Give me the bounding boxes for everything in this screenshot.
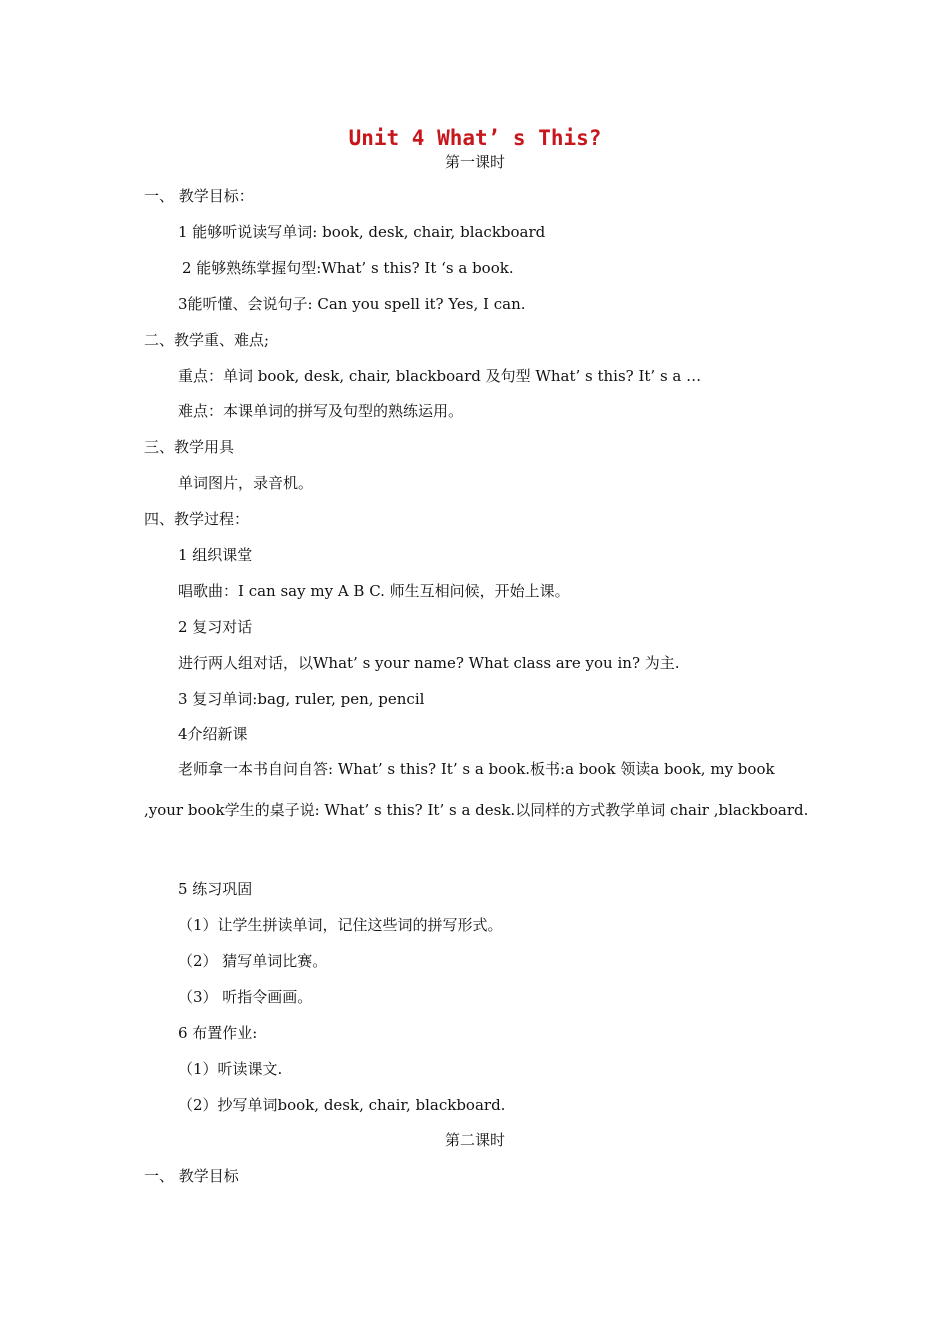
lesson-1-heading: 第一课时 <box>444 153 505 171</box>
step-4-detail: 老师拿一本书自问自答: What’ s this? It’ s a book.板书:a book 领读a book, my book ,your book学生的桌子说: What’ s this? It’ s a desk.以同样的方式教学单词 chair ,blackboard. <box>144 760 809 819</box>
goal-3: 3能听懂、会说句子: Can you spell it? Yes, I can. <box>178 295 526 313</box>
lesson-2-heading: 第二课时 <box>444 1131 505 1149</box>
step-5: 5 练习巩固 <box>178 880 253 898</box>
section-2-heading: 二、教学重、难点; <box>144 331 270 349</box>
key-point: 重点：单词 book, desk, chair, blackboard 及句型 What’ s this? It’ s a … <box>178 367 702 385</box>
section-4-heading: 四、教学过程： <box>144 510 250 528</box>
step-1: 1 组织课堂 <box>178 546 253 564</box>
step-4: 4介绍新课 <box>178 725 248 743</box>
step-5-item-2: （2） 猜写单词比赛。 <box>178 952 328 970</box>
step-6-item-2: （2）抄写单词book, desk, chair, blackboard. <box>178 1096 506 1114</box>
goal-2: 2 能够熟练掌握句型:What’ s this? It ‘s a book. <box>182 259 514 277</box>
step-2-detail: 进行两人组对话，以What’ s your name? What class are you in? 为主. <box>178 654 680 672</box>
step-2: 2 复习对话 <box>178 618 253 636</box>
teaching-tools: 单词图片，录音机。 <box>178 474 314 492</box>
lesson-2-section-1-heading: 一、 教学目标 <box>144 1167 239 1185</box>
step-5-item-1: （1）让学生拼读单词，记住这些词的拼写形式。 <box>178 916 503 934</box>
difficulty: 难点：本课单词的拼写及句型的熟练运用。 <box>178 402 464 420</box>
step-3: 3 复习单词:bag, ruler, pen, pencil <box>178 690 425 708</box>
step-5-item-3: （3） 听指令画画。 <box>178 988 313 1006</box>
step-6-item-1: （1）听读课文. <box>178 1060 283 1078</box>
step-1-detail: 唱歌曲：I can say my A B C. 师生互相问候，开始上课。 <box>178 582 570 600</box>
step-6: 6 布置作业: <box>178 1024 258 1042</box>
goal-1: 1 能够听说读写单词: book, desk, chair, blackboard <box>178 223 546 241</box>
document-title: Unit 4 What’ s This? <box>348 126 602 150</box>
section-3-heading: 三、教学用具 <box>144 438 235 456</box>
section-1-heading: 一、 教学目标： <box>144 187 254 205</box>
